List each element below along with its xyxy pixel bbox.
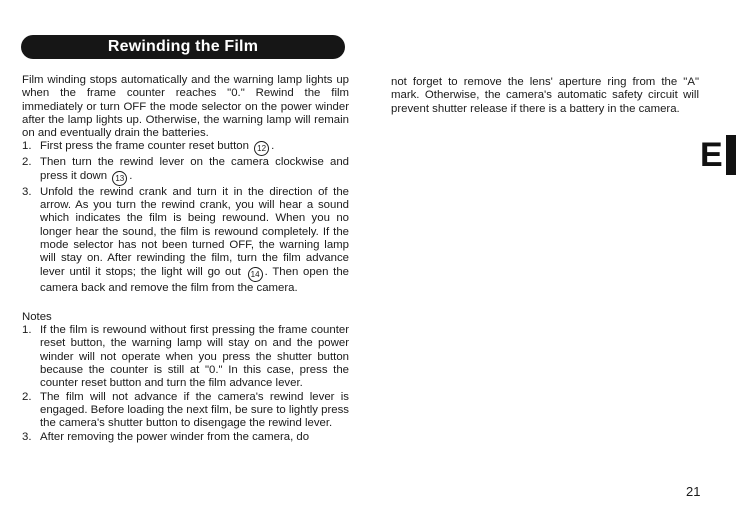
callout-number-icon: 12	[254, 141, 269, 156]
right-column	[391, 76, 699, 116]
step-item	[22, 186, 349, 295]
note-item	[22, 391, 349, 431]
step-text-after: . Then open the camera back and remove the film from the camera.	[40, 265, 349, 294]
step-item	[22, 140, 349, 156]
left-column	[22, 74, 349, 444]
step-number: 3.	[22, 185, 32, 198]
language-section-tab	[700, 135, 736, 175]
page-title: Rewinding the Film	[107, 38, 259, 55]
step-text: Unfold the rewind crank and turn it in the direction of the arrow. As you turn the rewind crank, you will hear a sound which indicates the film is being rewound. When you no longer hear the sound, the film is rewound completely. If the mode selector has not been turned OFF, the warning lamp will stay on. After rewinding the film, turn the film advance lever until it stops; the light will go out	[40, 185, 349, 278]
section-tab-bar	[726, 135, 736, 175]
step-text-after: .	[271, 140, 275, 153]
note-text: The film will not advance if the camera's rewind lever is engaged. Before loading the next film, be sure to lightly press the camera's shutter button to disengage the rewind lever.	[40, 390, 349, 430]
note-text: If the film is rewound without first pressing the frame counter reset button, the warning lamp will stay on and the power winder will not operate when you press the shutter button because the counter is still at "0." In this case, press the counter reset button and turn the film advance lever.	[40, 324, 349, 390]
step-text: First press the frame counter reset button	[40, 140, 249, 153]
step-number: 1.	[22, 140, 32, 153]
notes-heading: Notes	[22, 310, 52, 323]
note-number: 1.	[22, 324, 32, 337]
callout-number-icon: 14	[248, 267, 263, 282]
note-item	[22, 431, 349, 444]
note-text: After removing the power winder from the camera, do	[40, 430, 310, 443]
step-number: 2.	[22, 156, 32, 169]
steps-list	[22, 140, 349, 294]
notes-list	[22, 324, 349, 444]
continuation-paragraph: not forget to remove the lens' aperture ring from the "A" mark. Otherwise, the camera's automatic safety circuit will prevent shutter release if there is a battery in the camera.	[391, 76, 699, 115]
step-text: Then turn the rewind lever on the camera clockwise and press it down	[40, 156, 349, 182]
section-title-banner	[21, 35, 345, 59]
callout-number-icon: 13	[112, 171, 127, 186]
section-tab-letter: E	[700, 136, 723, 174]
page-number: 21	[686, 484, 701, 499]
step-text-after: .	[129, 169, 133, 182]
note-item	[22, 324, 349, 390]
intro-paragraph: Film winding stops automatically and the warning lamp lights up when the frame counter reaches "0." Rewind the film immediately or turn OFF the mode selector on the power winder after the lamp lights up. Otherwise, the warning lamp will remain on and eventually drain the batteries.	[22, 74, 349, 140]
note-number: 3.	[22, 430, 32, 443]
step-item	[22, 156, 349, 185]
note-number: 2.	[22, 390, 32, 403]
